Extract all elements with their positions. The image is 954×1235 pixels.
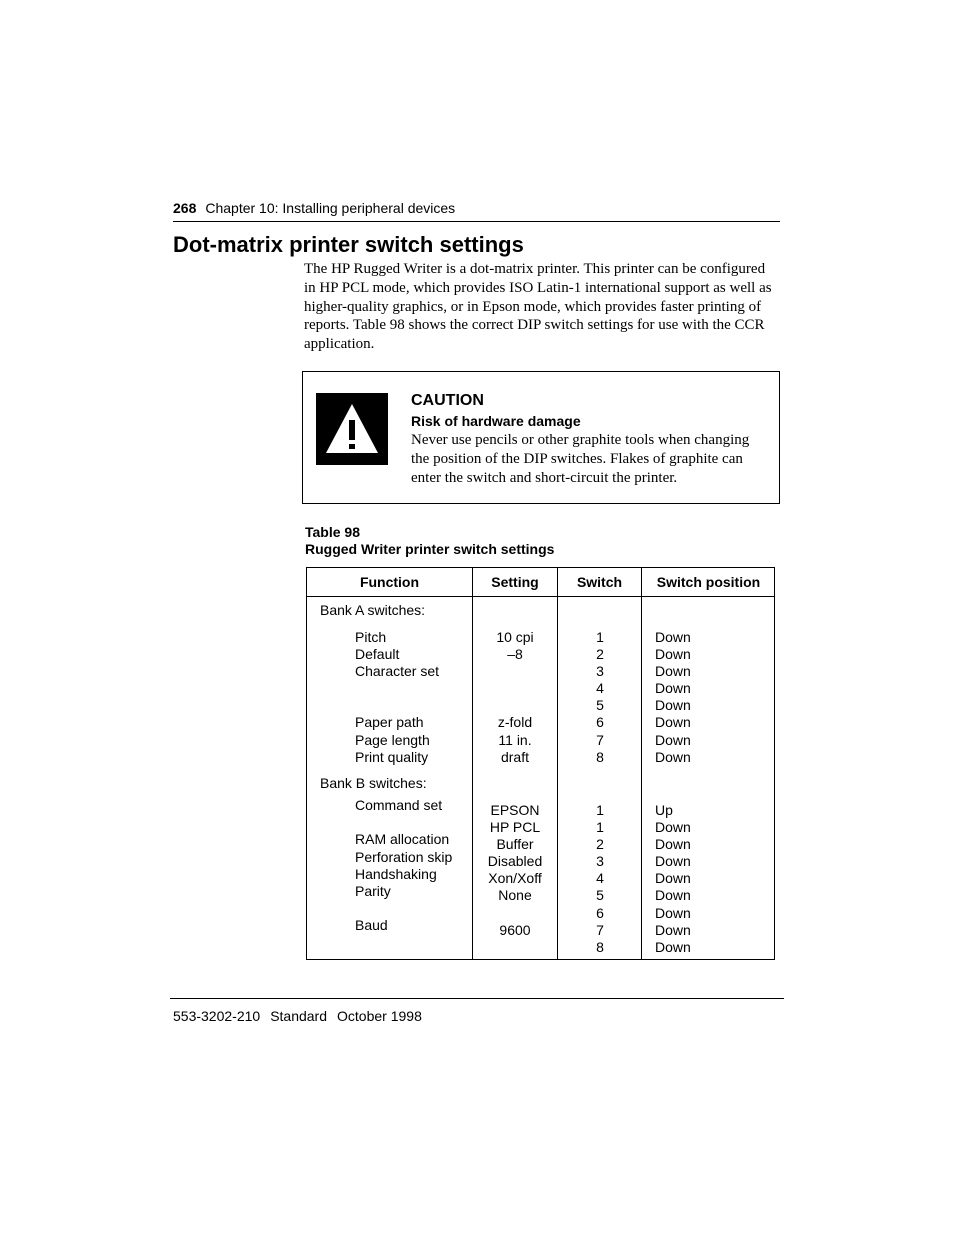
function-cell: Baud: [355, 917, 388, 933]
header-setting: Setting: [491, 574, 539, 590]
footer-rule: [170, 998, 784, 999]
position-cell: Down: [655, 663, 691, 679]
table-caption: [305, 524, 554, 558]
function-cell: Paper path: [355, 714, 424, 730]
position-cell: Down: [655, 887, 691, 903]
position-cell: Down: [655, 629, 691, 645]
switch-cell: 6: [596, 905, 604, 921]
bank-a-label: Bank A switches:: [320, 602, 426, 618]
caution-box: [302, 371, 780, 504]
switch-cell: 4: [596, 680, 604, 696]
function-cell: Handshaking: [355, 866, 437, 882]
setting-cell: draft: [500, 749, 529, 765]
setting-cell: Buffer: [496, 836, 534, 852]
switch-cell: 4: [596, 870, 604, 886]
chapter-title: Chapter 10: Installing peripheral devices: [205, 200, 456, 216]
setting-cell: z-fold: [497, 714, 533, 730]
position-cell: Down: [655, 646, 691, 662]
caution-body: Never use pencils or other graphite tools when changing the position of the DIP switches. Flakes of graphite can enter the switch and short-circuit the printer.: [411, 432, 750, 486]
section-title: Dot-matrix printer switch settings: [173, 232, 524, 257]
position-cell: Up: [655, 802, 673, 818]
position-cell: Down: [655, 697, 691, 713]
position-cell: Down: [655, 680, 691, 696]
document-status: Standard: [270, 1008, 328, 1024]
switch-cell: 3: [596, 853, 604, 869]
intro-paragraph: The HP Rugged Writer is a dot-matrix printer. This printer can be configured in HP PCL mode, which provides ISO Latin-1 international support as well as higher-quality graphics, or in Epson mode, which provides faster printing of reports. Table 98 shows the correct DIP switch settings for use with the CCR application.: [304, 261, 772, 353]
header-switch-position: Switch position: [656, 574, 761, 590]
switch-cell: 8: [596, 749, 604, 765]
switch-cell: 6: [596, 714, 604, 730]
switch-cell: 1: [596, 629, 604, 645]
function-cell: RAM allocation: [355, 831, 450, 847]
function-cell: Character set: [355, 663, 440, 679]
switch-cell: 7: [596, 922, 604, 938]
switch-settings-table: [306, 567, 775, 960]
header-function: Function: [359, 574, 420, 590]
position-cell: Down: [655, 939, 691, 955]
document-date: October 1998: [337, 1008, 422, 1024]
switch-cell: 7: [596, 732, 604, 748]
function-cell: Command set: [355, 797, 443, 813]
function-cell: Page length: [355, 732, 430, 748]
position-cell: Down: [655, 749, 691, 765]
position-cell: Down: [655, 905, 691, 921]
position-cell: Down: [655, 870, 691, 886]
function-cell: Pitch: [355, 629, 387, 645]
running-footer: [173, 1008, 432, 1024]
setting-cell: Disabled: [487, 853, 543, 869]
warning-exclamation-icon: [316, 393, 388, 465]
switch-cell: 2: [596, 836, 604, 852]
table-title: Rugged Writer printer switch settings: [305, 541, 555, 557]
function-cell: Perforation skip: [355, 849, 453, 865]
setting-cell: 10 cpi: [496, 629, 534, 645]
bank-b-label: Bank B switches:: [320, 775, 427, 791]
position-cell: Down: [655, 732, 691, 748]
switch-cell: 3: [596, 663, 604, 679]
switch-cell: 1: [596, 802, 604, 818]
setting-cell: EPSON: [490, 802, 540, 818]
function-cell: Print quality: [355, 749, 429, 765]
position-cell: Down: [655, 836, 691, 852]
switch-cell: 2: [596, 646, 604, 662]
position-cell: Down: [655, 922, 691, 938]
page-number: 268: [173, 200, 197, 216]
table-number: Table 98: [305, 524, 360, 540]
setting-cell: None: [498, 887, 532, 903]
position-cell: Down: [655, 853, 691, 869]
switch-cell: 1: [596, 819, 604, 835]
setting-cell: HP PCL: [489, 819, 541, 835]
header-switch: Switch: [576, 574, 623, 590]
position-cell: Down: [655, 819, 691, 835]
running-header: [173, 200, 779, 216]
caution-subtitle: Risk of hardware damage: [411, 413, 581, 429]
header-rule: [173, 221, 780, 222]
header-divider: [307, 596, 774, 597]
switch-cell: 5: [596, 887, 604, 903]
setting-cell: 9600: [499, 922, 531, 938]
function-cell: Default: [355, 646, 400, 662]
caution-title: CAUTION: [411, 392, 484, 409]
position-cell: Down: [655, 714, 691, 730]
setting-cell: –8: [507, 646, 523, 662]
setting-cell: 11 in.: [498, 732, 532, 748]
switch-cell: 5: [596, 697, 604, 713]
setting-cell: Xon/Xoff: [488, 870, 542, 886]
switch-cell: 8: [596, 939, 604, 955]
function-cell: Parity: [355, 883, 391, 899]
document-number: 553-3202-210: [173, 1008, 261, 1024]
